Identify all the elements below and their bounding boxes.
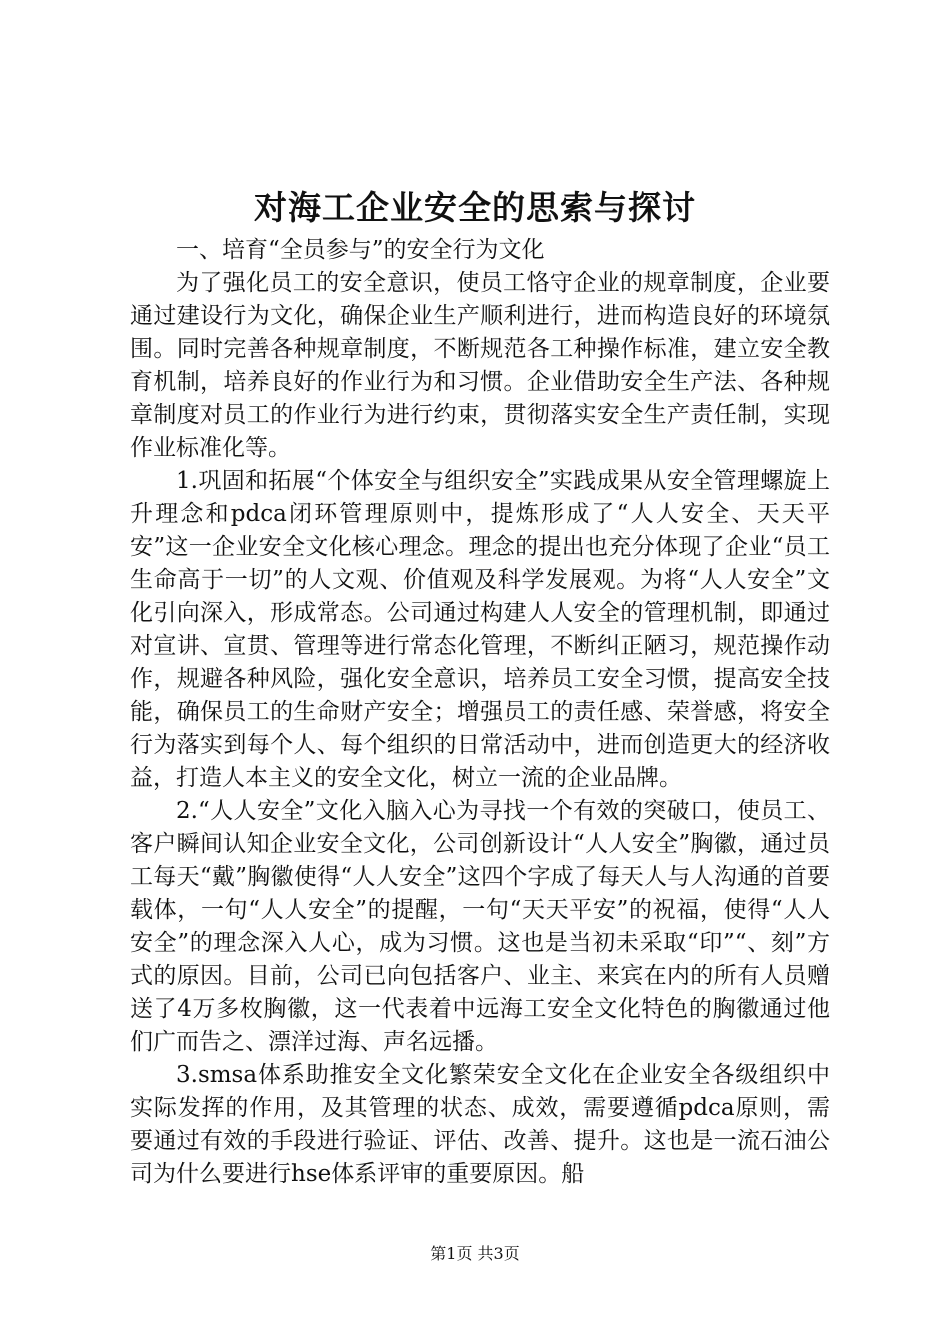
- document-body: [130, 234, 830, 1191]
- section-heading: 一、培育“全员参与”的安全行为文化: [176, 237, 545, 263]
- body-paragraph: 3.smsa体系助推安全文化繁荣安全文化在企业安全各级组织中实际发挥的作用，及其管理的状态、成效，需要遵循pdca原则，需要通过有效的手段进行验证、评估、改善、提升。这也是一流石油公司为什么要进行hse体系评审的重要原因。船: [130, 1062, 830, 1187]
- page-title: 对海工企业安全的思索与探讨: [254, 188, 696, 227]
- body-paragraph: 2.“人人安全”文化入脑入心为寻找一个有效的突破口，使员工、客户瞬间认知企业安全文化，公司创新设计“人人安全”胸徽，通过员工每天“戴”胸徽使得“人人安全”这四个字成了每天人与人沟通的首要载体，一句“人人安全”的提醒，一句“天天平安”的祝福，使得“人人安全”的理念深入人心，成为习惯。这也是当初未采取“印”“、刻”方式的原因。目前，公司已向包括客户、业主、来宾在内的所有人员赠送了4万多枚胸徽，这一代表着中远海工安全文化特色的胸徽通过他们广而告之、漂洋过海、声名远播。: [130, 798, 830, 1055]
- page-footer: 第1页 共3页: [430, 1244, 520, 1263]
- body-paragraph: 为了强化员工的安全意识，使员工恪守企业的规章制度，企业要通过建设行为文化，确保企业生产顺利进行，进而构造良好的环境氛围。同时完善各种规章制度，不断规范各工种操作标准，建立安全教育机制，培养良好的作业行为和习惯。企业借助安全生产法、各种规章制度对员工的作业行为进行约束，贯彻落实安全生产责任制，实现作业标准化等。: [130, 270, 830, 461]
- body-paragraph: 1.巩固和拓展“个体安全与组织安全”实践成果从安全管理螺旋上升理念和pdca闭环管理原则中，提炼形成了“人人安全、天天平安”这一企业安全文化核心理念。理念的提出也充分体现了企业“员工生命高于一切”的人文观、价值观及科学发展观。为将“人人安全”文化引向深入，形成常态。公司通过构建人人安全的管理机制，即通过对宣讲、宣贯、管理等进行常态化管理，不断纠正陋习，规范操作动作，规避各种风险，强化安全意识，培养员工安全习惯，提高安全技能，确保员工的生命财产安全；增强员工的责任感、荣誉感，将安全行为落实到每个人、每个组织的日常活动中，进而创造更大的经济收益，打造人本主义的安全文化，树立一流的企业品牌。: [130, 468, 830, 791]
